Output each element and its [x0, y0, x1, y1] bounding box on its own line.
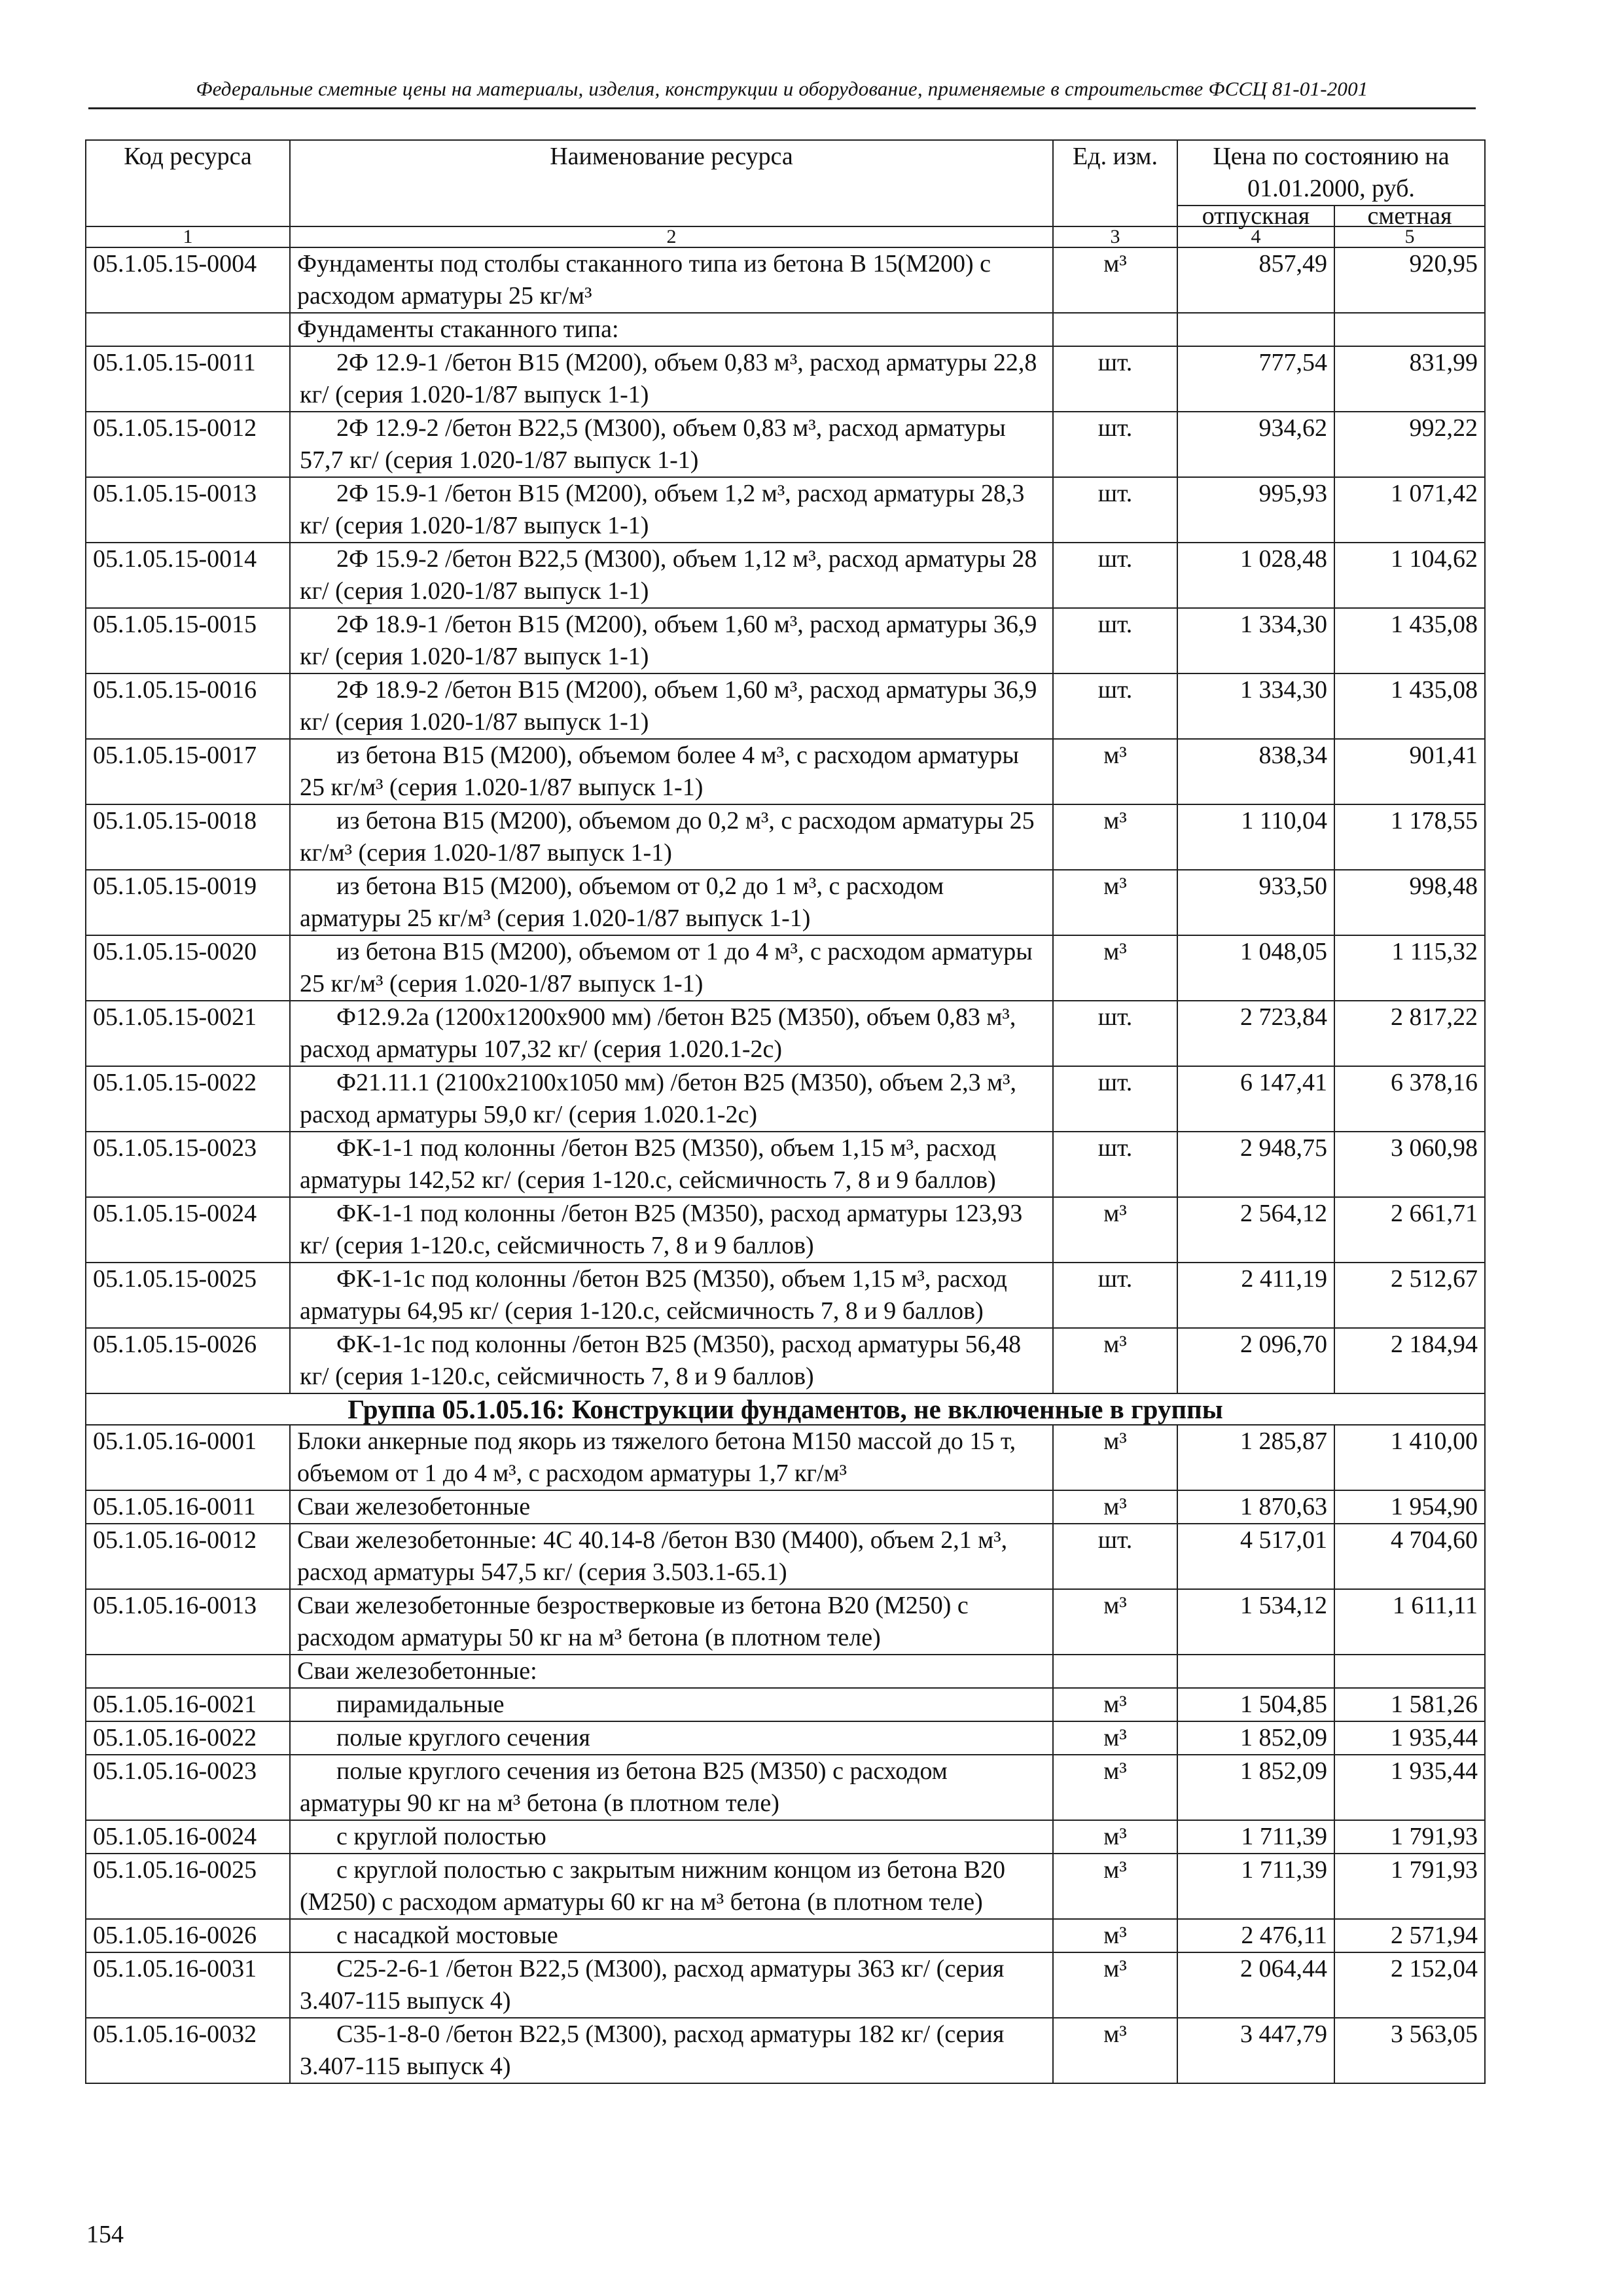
release-price-cell: 2 564,12	[1177, 1197, 1334, 1263]
code-cell: 05.1.05.15-0022	[86, 1066, 290, 1132]
header-code: Код ресурса	[86, 140, 290, 226]
name-cell: ФК-1-1 под колонны /бетон В25 (М350), объем 1,15 м³, расход арматуры 142,52 кг/ (серия 1-120.с, сейсмичность 7, 8 и 9 баллов)	[290, 1132, 1053, 1197]
subheading-row	[86, 313, 1485, 346]
table-body	[86, 247, 1485, 2083]
table-row	[86, 543, 1485, 608]
table-row	[86, 1490, 1485, 1524]
release-price-cell: 1 711,39	[1177, 1854, 1334, 1919]
name-cell: из бетона В15 (М200), объемом от 1 до 4 м³, с расходом арматуры 25 кг/м³ (серия 1.020-1/87 выпуск 1-1)	[290, 935, 1053, 1001]
header-unit: Ед. изм.	[1053, 140, 1177, 226]
name-cell: 2Ф 18.9-2 /бетон В15 (М200), объем 1,60 м³, расход арматуры 36,9 кг/ (серия 1.020-1/87 выпуск 1-1)	[290, 673, 1053, 739]
table-row	[86, 1066, 1485, 1132]
estimate-price-cell: 1 954,90	[1334, 1490, 1485, 1524]
code-cell: 05.1.05.16-0012	[86, 1524, 290, 1589]
unit-cell: шт.	[1053, 673, 1177, 739]
table-row	[86, 1820, 1485, 1854]
release-price-cell: 934,62	[1177, 412, 1334, 477]
table-row	[86, 1524, 1485, 1589]
release-price-cell: 1 110,04	[1177, 804, 1334, 870]
code-cell: 05.1.05.15-0004	[86, 247, 290, 313]
unit-cell: м³	[1053, 1425, 1177, 1490]
col-number: 1	[86, 226, 290, 247]
release-price-cell: 1 334,30	[1177, 608, 1334, 673]
code-cell: 05.1.05.15-0011	[86, 346, 290, 412]
release-price-cell: 2 096,70	[1177, 1328, 1334, 1393]
name-cell: Сваи железобетонные: 4С 40.14-8 /бетон В30 (М400), объем 2,1 м³, расход арматуры 547,5 кг/ (серия 3.503.1-65.1)	[290, 1524, 1053, 1589]
code-cell: 05.1.05.15-0018	[86, 804, 290, 870]
code-cell: 05.1.05.15-0012	[86, 412, 290, 477]
code-cell: 05.1.05.16-0032	[86, 2018, 290, 2083]
estimate-price-cell: 998,48	[1334, 870, 1485, 935]
estimate-price-cell: 1 071,42	[1334, 477, 1485, 543]
code-cell: 05.1.05.15-0017	[86, 739, 290, 804]
header-name: Наименование ресурса	[290, 140, 1053, 226]
unit-cell: шт.	[1053, 1263, 1177, 1328]
unit-cell: м³	[1053, 1952, 1177, 2018]
table-row	[86, 247, 1485, 313]
code-cell	[86, 313, 290, 346]
unit-cell: м³	[1053, 1755, 1177, 1820]
unit-cell: м³	[1053, 1820, 1177, 1854]
table-row	[86, 1263, 1485, 1328]
col-number: 5	[1334, 226, 1485, 247]
release-price-cell: 777,54	[1177, 346, 1334, 412]
release-price-cell: 1 534,12	[1177, 1589, 1334, 1655]
unit-cell: м³	[1053, 739, 1177, 804]
table-row	[86, 870, 1485, 935]
unit-cell: м³	[1053, 935, 1177, 1001]
release-price-cell: 2 064,44	[1177, 1952, 1334, 2018]
table-row	[86, 608, 1485, 673]
release-price-cell: 995,93	[1177, 477, 1334, 543]
estimate-price-cell: 2 152,04	[1334, 1952, 1485, 2018]
estimate-price-cell: 1 435,08	[1334, 608, 1485, 673]
release-price-cell: 4 517,01	[1177, 1524, 1334, 1589]
unit-cell: шт.	[1053, 1132, 1177, 1197]
name-cell: из бетона В15 (М200), объемом более 4 м³, с расходом арматуры 25 кг/м³ (серия 1.020-1/87 выпуск 1-1)	[290, 739, 1053, 804]
release-price-cell: 1 285,87	[1177, 1425, 1334, 1490]
group-heading-row	[86, 1393, 1485, 1425]
unit-cell: м³	[1053, 1688, 1177, 1721]
code-cell: 05.1.05.15-0025	[86, 1263, 290, 1328]
code-cell: 05.1.05.15-0015	[86, 608, 290, 673]
code-cell: 05.1.05.15-0021	[86, 1001, 290, 1066]
table-row	[86, 1197, 1485, 1263]
empty-cell	[1334, 313, 1485, 346]
unit-cell: м³	[1053, 804, 1177, 870]
name-cell: Блоки анкерные под якорь из тяжелого бетона М150 массой до 15 т, объемом от 1 до 4 м³, с расходом арматуры 1,7 кг/м³	[290, 1425, 1053, 1490]
table-row	[86, 1755, 1485, 1820]
table-row	[86, 1952, 1485, 2018]
code-cell: 05.1.05.16-0023	[86, 1755, 290, 1820]
empty-cell	[1334, 1655, 1485, 1688]
estimate-price-cell: 4 704,60	[1334, 1524, 1485, 1589]
estimate-price-cell: 1 581,26	[1334, 1688, 1485, 1721]
estimate-price-cell: 2 661,71	[1334, 1197, 1485, 1263]
name-cell: 2Ф 15.9-2 /бетон В22,5 (М300), объем 1,12 м³, расход арматуры 28 кг/ (серия 1.020-1/87 выпуск 1-1)	[290, 543, 1053, 608]
code-cell: 05.1.05.15-0020	[86, 935, 290, 1001]
table-row	[86, 1589, 1485, 1655]
name-cell: Ф21.11.1 (2100x2100x1050 мм) /бетон В25 (М350), объем 2,3 м³, расход арматуры 59,0 кг/ (серия 1.020.1-2с)	[290, 1066, 1053, 1132]
table-header	[86, 140, 1485, 247]
name-cell: с круглой полостью с закрытым нижним концом из бетона В20 (М250) с расходом арматуры 60 кг на м³ бетона (в плотном теле)	[290, 1854, 1053, 1919]
table-row	[86, 1328, 1485, 1393]
header-estimate: сметная	[1334, 206, 1485, 226]
page-number: 154	[86, 2221, 124, 2248]
unit-cell: м³	[1053, 1589, 1177, 1655]
unit-cell: м³	[1053, 1721, 1177, 1755]
name-cell: Ф12.9.2а (1200x1200x900 мм) /бетон В25 (М350), объем 0,83 м³, расход арматуры 107,32 кг/ (серия 1.020.1-2с)	[290, 1001, 1053, 1066]
estimate-price-cell: 1 435,08	[1334, 673, 1485, 739]
empty-cell	[1053, 1655, 1177, 1688]
unit-cell: шт.	[1053, 1066, 1177, 1132]
table-row	[86, 673, 1485, 739]
name-cell: ФК-1-1 под колонны /бетон В25 (М350), расход арматуры 123,93 кг/ (серия 1-120.с, сейсмичность 7, 8 и 9 баллов)	[290, 1197, 1053, 1263]
subheading-text: Фундаменты стаканного типа:	[290, 313, 1053, 346]
name-cell: ФК-1-1с под колонны /бетон В25 (М350), объем 1,15 м³, расход арматуры 64,95 кг/ (серия 1-120.с, сейсмичность 7, 8 и 9 баллов)	[290, 1263, 1053, 1328]
running-header: Федеральные сметные цены на материалы, изделия, конструкции и оборудование, применяемые в строительстве ФССЦ 81-01-2001	[88, 73, 1476, 109]
name-cell: из бетона В15 (М200), объемом до 0,2 м³, с расходом арматуры 25 кг/м³ (серия 1.020-1/87 выпуск 1-1)	[290, 804, 1053, 870]
code-cell: 05.1.05.15-0014	[86, 543, 290, 608]
release-price-cell: 1 334,30	[1177, 673, 1334, 739]
table-row	[86, 1721, 1485, 1755]
unit-cell: шт.	[1053, 543, 1177, 608]
code-cell	[86, 1655, 290, 1688]
unit-cell: м³	[1053, 247, 1177, 313]
release-price-cell: 1 028,48	[1177, 543, 1334, 608]
unit-cell: м³	[1053, 2018, 1177, 2083]
empty-cell	[1053, 313, 1177, 346]
release-price-cell: 2 948,75	[1177, 1132, 1334, 1197]
estimate-price-cell: 920,95	[1334, 247, 1485, 313]
name-cell: с насадкой мостовые	[290, 1919, 1053, 1952]
release-price-cell: 933,50	[1177, 870, 1334, 935]
code-cell: 05.1.05.16-0011	[86, 1490, 290, 1524]
header-release: отпускная	[1177, 206, 1334, 226]
table-row	[86, 1132, 1485, 1197]
name-cell: Фундаменты под столбы стаканного типа из бетона В 15(М200) с расходом арматуры 25 кг/м³	[290, 247, 1053, 313]
code-cell: 05.1.05.15-0023	[86, 1132, 290, 1197]
name-cell: С25-2-6-1 /бетон В22,5 (М300), расход арматуры 363 кг/ (серия 3.407-115 выпуск 4)	[290, 1952, 1053, 2018]
table-row	[86, 739, 1485, 804]
unit-cell: шт.	[1053, 346, 1177, 412]
estimate-price-cell: 1 791,93	[1334, 1820, 1485, 1854]
release-price-cell: 2 476,11	[1177, 1919, 1334, 1952]
name-cell: 2Ф 15.9-1 /бетон В15 (М200), объем 1,2 м³, расход арматуры 28,3 кг/ (серия 1.020-1/87 выпуск 1-1)	[290, 477, 1053, 543]
release-price-cell: 1 711,39	[1177, 1820, 1334, 1854]
code-cell: 05.1.05.15-0024	[86, 1197, 290, 1263]
table-row	[86, 804, 1485, 870]
table-row	[86, 2018, 1485, 2083]
code-cell: 05.1.05.15-0013	[86, 477, 290, 543]
name-cell: полые круглого сечения	[290, 1721, 1053, 1755]
release-price-cell: 1 852,09	[1177, 1755, 1334, 1820]
name-cell: С35-1-8-0 /бетон В22,5 (М300), расход арматуры 182 кг/ (серия 3.407-115 выпуск 4)	[290, 2018, 1053, 2083]
release-price-cell: 2 723,84	[1177, 1001, 1334, 1066]
release-price-cell: 857,49	[1177, 247, 1334, 313]
estimate-price-cell: 2 512,67	[1334, 1263, 1485, 1328]
empty-cell	[1177, 1655, 1334, 1688]
unit-cell: шт.	[1053, 412, 1177, 477]
release-price-cell: 1 048,05	[1177, 935, 1334, 1001]
group-heading: Группа 05.1.05.16: Конструкции фундаментов, не включенные в группы	[86, 1393, 1485, 1425]
table-row	[86, 1919, 1485, 1952]
estimate-price-cell: 3 563,05	[1334, 2018, 1485, 2083]
estimate-price-cell: 2 817,22	[1334, 1001, 1485, 1066]
name-cell: 2Ф 18.9-1 /бетон В15 (М200), объем 1,60 м³, расход арматуры 36,9 кг/ (серия 1.020-1/87 выпуск 1-1)	[290, 608, 1053, 673]
table-row	[86, 1425, 1485, 1490]
estimate-price-cell: 1 791,93	[1334, 1854, 1485, 1919]
release-price-cell: 1 870,63	[1177, 1490, 1334, 1524]
release-price-cell: 3 447,79	[1177, 2018, 1334, 2083]
estimate-price-cell: 1 935,44	[1334, 1721, 1485, 1755]
unit-cell: шт.	[1053, 1524, 1177, 1589]
name-cell: с круглой полостью	[290, 1820, 1053, 1854]
name-cell: 2Ф 12.9-2 /бетон В22,5 (М300), объем 0,83 м³, расход арматуры 57,7 кг/ (серия 1.020-1/87 выпуск 1-1)	[290, 412, 1053, 477]
col-number: 4	[1177, 226, 1334, 247]
unit-cell: м³	[1053, 1854, 1177, 1919]
estimate-price-cell: 992,22	[1334, 412, 1485, 477]
name-cell: пирамидальные	[290, 1688, 1053, 1721]
name-cell: Сваи железобетонные	[290, 1490, 1053, 1524]
table-row	[86, 1688, 1485, 1721]
name-cell: ФК-1-1с под колонны /бетон В25 (М350), расход арматуры 56,48 кг/ (серия 1-120.с, сейсмичность 7, 8 и 9 баллов)	[290, 1328, 1053, 1393]
release-price-cell: 1 852,09	[1177, 1721, 1334, 1755]
subheading-text: Сваи железобетонные:	[290, 1655, 1053, 1688]
code-cell: 05.1.05.16-0001	[86, 1425, 290, 1490]
estimate-price-cell: 3 060,98	[1334, 1132, 1485, 1197]
code-cell: 05.1.05.15-0016	[86, 673, 290, 739]
table-row	[86, 477, 1485, 543]
unit-cell: м³	[1053, 1490, 1177, 1524]
estimate-price-cell: 1 178,55	[1334, 804, 1485, 870]
header-price: Цена по состоянию на 01.01.2000, руб.	[1177, 140, 1485, 206]
estimate-price-cell: 901,41	[1334, 739, 1485, 804]
unit-cell: шт.	[1053, 477, 1177, 543]
code-cell: 05.1.05.16-0013	[86, 1589, 290, 1655]
name-cell: Сваи железобетонные безростверковые из бетона В20 (М250) с расходом арматуры 50 кг на м³ бетона (в плотном теле)	[290, 1589, 1053, 1655]
release-price-cell: 6 147,41	[1177, 1066, 1334, 1132]
estimate-price-cell: 1 115,32	[1334, 935, 1485, 1001]
estimate-price-cell: 1 410,00	[1334, 1425, 1485, 1490]
estimate-price-cell: 1 935,44	[1334, 1755, 1485, 1820]
table-row	[86, 1001, 1485, 1066]
release-price-cell: 838,34	[1177, 739, 1334, 804]
col-number: 2	[290, 226, 1053, 247]
unit-cell: м³	[1053, 1197, 1177, 1263]
code-cell: 05.1.05.15-0026	[86, 1328, 290, 1393]
code-cell: 05.1.05.16-0024	[86, 1820, 290, 1854]
col-number: 3	[1053, 226, 1177, 247]
estimate-price-cell: 2 571,94	[1334, 1919, 1485, 1952]
estimate-price-cell: 1 104,62	[1334, 543, 1485, 608]
subheading-row	[86, 1655, 1485, 1688]
unit-cell: шт.	[1053, 1001, 1177, 1066]
release-price-cell: 1 504,85	[1177, 1688, 1334, 1721]
unit-cell: м³	[1053, 1328, 1177, 1393]
name-cell: полые круглого сечения из бетона В25 (М350) с расходом арматуры 90 кг на м³ бетона (в плотном теле)	[290, 1755, 1053, 1820]
estimate-price-cell: 831,99	[1334, 346, 1485, 412]
price-table	[85, 139, 1486, 2084]
table-row	[86, 935, 1485, 1001]
estimate-price-cell: 2 184,94	[1334, 1328, 1485, 1393]
table-row	[86, 412, 1485, 477]
table-row	[86, 346, 1485, 412]
estimate-price-cell: 6 378,16	[1334, 1066, 1485, 1132]
unit-cell: шт.	[1053, 608, 1177, 673]
code-cell: 05.1.05.16-0022	[86, 1721, 290, 1755]
unit-cell: м³	[1053, 1919, 1177, 1952]
code-cell: 05.1.05.16-0031	[86, 1952, 290, 2018]
code-cell: 05.1.05.16-0025	[86, 1854, 290, 1919]
code-cell: 05.1.05.15-0019	[86, 870, 290, 935]
code-cell: 05.1.05.16-0021	[86, 1688, 290, 1721]
unit-cell: м³	[1053, 870, 1177, 935]
name-cell: из бетона В15 (М200), объемом от 0,2 до 1 м³, с расходом арматуры 25 кг/м³ (серия 1.020-1/87 выпуск 1-1)	[290, 870, 1053, 935]
name-cell: 2Ф 12.9-1 /бетон В15 (М200), объем 0,83 м³, расход арматуры 22,8 кг/ (серия 1.020-1/87 выпуск 1-1)	[290, 346, 1053, 412]
code-cell: 05.1.05.16-0026	[86, 1919, 290, 1952]
estimate-price-cell: 1 611,11	[1334, 1589, 1485, 1655]
release-price-cell: 2 411,19	[1177, 1263, 1334, 1328]
table-row	[86, 1854, 1485, 1919]
empty-cell	[1177, 313, 1334, 346]
